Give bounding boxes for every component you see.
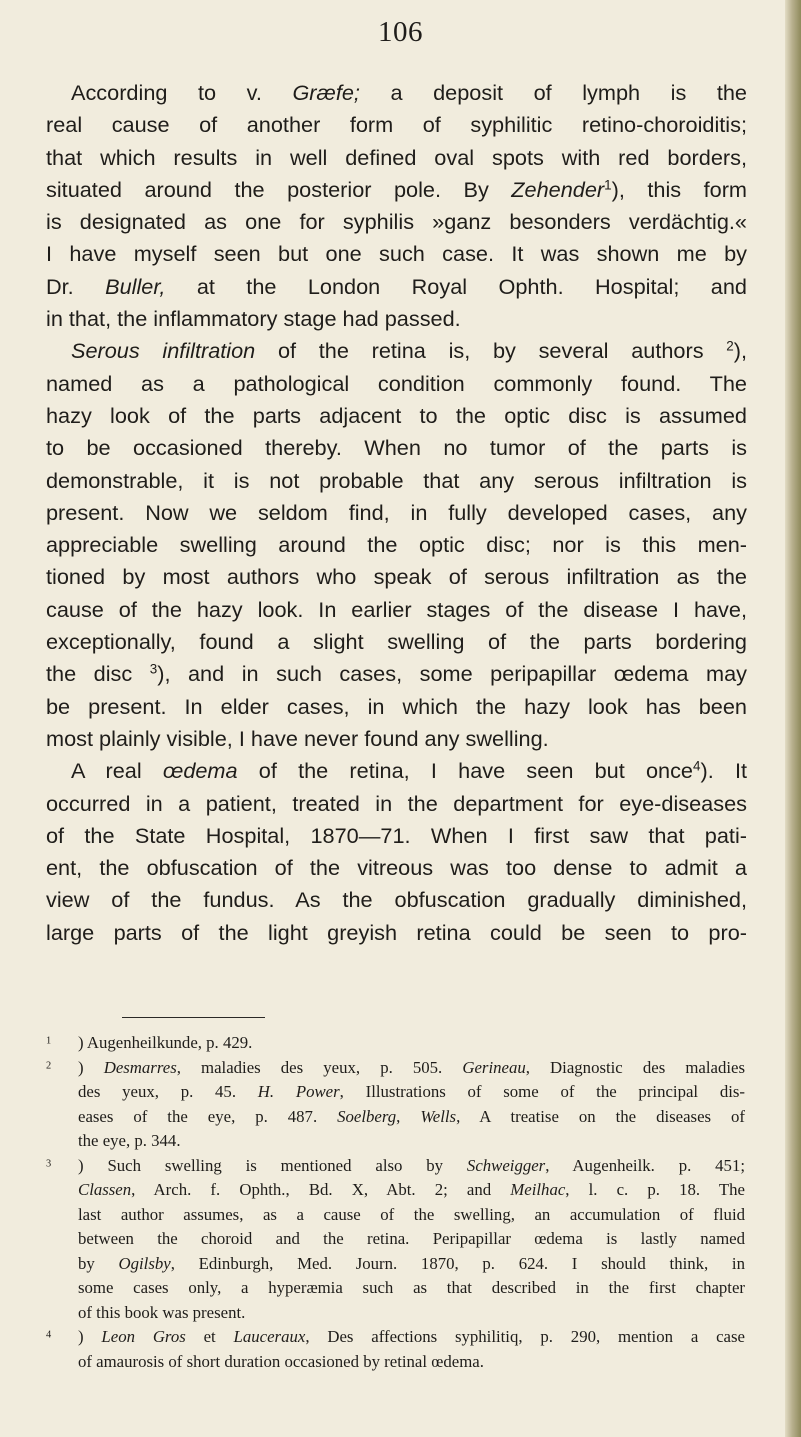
text-line: present. Now we seldom find, in fully developed cases, any <box>46 499 747 525</box>
text-line: that which results in well defined oval spots with red borders, <box>46 144 747 170</box>
footnote-2-cont: des yeux, p. 45. H. Power, Illustrations of some of the principal dis- <box>78 1082 745 1101</box>
footnote-ref: 3 <box>149 661 158 677</box>
text-line: named as a pathological condition commonly found. The <box>46 370 747 396</box>
text-line: hazy look of the parts adjacent to the optic disc is assumed <box>46 402 747 428</box>
text-line: Dr. Buller, at the London Royal Ophth. Hospital; and <box>46 273 747 299</box>
text-line: large parts of the light greyish retina could be seen to pro- <box>46 919 747 945</box>
text-line: real cause of another form of syphilitic retino-choroiditis; <box>46 112 747 138</box>
text-line: occurred in a patient, treated in the department for eye-diseases <box>46 790 747 816</box>
text-line: is designated as one for syphilis »ganz besonders verdächtig.« <box>46 209 747 235</box>
footnote-2-cont: eases of the eye, p. 487. Soelberg, Wells, A treatise on the diseases of <box>78 1106 746 1126</box>
footnote-3-cont: last author assumes, as a cause of the swelling, an accumulation of fluid <box>78 1204 745 1224</box>
footnote-divider <box>122 1017 265 1018</box>
footnote-3-cont: by Ogilsby, Edinburgh, Med. Journ. 1870, p. 624. I should think, in <box>78 1253 745 1273</box>
footnote-3: $^3$ ) Such swelling is mentioned also by Schweigger, Augenheilk. p. 451; <box>46 1155 745 1175</box>
text-line: most plainly visible, I have never found any swelling. <box>46 725 549 751</box>
text-line: to be occasioned thereby. When no tumor of the parts is <box>46 435 747 461</box>
text-line: I have myself seen but one such case. It was shown me by <box>46 241 747 267</box>
text-line: tioned by most authors who speak of serous infiltration as the <box>46 564 747 590</box>
footnote-4-cont: of amaurosis of short duration occasioned by retinal œdema. <box>78 1351 484 1371</box>
text-line: the disc $^3$), and in such cases, some peripapillar œdema may <box>46 661 747 687</box>
footnote-1: $^1$ ) Augenheilkunde, p. 429. <box>46 1033 253 1052</box>
text-line: According to v. Græfe; a deposit of lymph is the <box>71 80 747 105</box>
footnote-3-cont: between the choroid and the retina. Peripapillar œdema is lastly named <box>78 1229 745 1248</box>
text-line: exceptionally, found a slight swelling of the parts bordering <box>46 629 747 655</box>
footnote-4: $^4$ ) Leon Gros et Lauceraux, Des affections syphilitiq, p. 290, mention a case <box>46 1327 745 1346</box>
text-line: ent, the obfuscation of the vitreous was too dense to admit a <box>46 855 747 881</box>
footnote-3-cont: Classen, Arch. f. Ophth., Bd. X, Abt. 2; and Meilhac, l. c. p. 18. The <box>78 1180 745 1199</box>
footnote-3-cont: some cases only, a hyperæmia such as that described in the first chapter <box>78 1278 745 1297</box>
footnote-ref: 4 <box>693 758 701 774</box>
text-line: Serous infiltration of the retina is, by several authors $^2$), <box>71 338 747 364</box>
text-line: situated around the posterior pole. By Zehender$^1$), this form <box>46 176 747 202</box>
page-number: 106 <box>378 16 423 48</box>
footnote-ref: 1 <box>604 177 612 193</box>
page-edge-shadow <box>785 0 801 1437</box>
text-line: cause of the hazy look. In earlier stages of the disease I have, <box>46 596 747 622</box>
footnote-2: $^2$ ) Desmarres, maladies des yeux, p. 505. Gerineau, Diagnostic des maladies <box>46 1057 745 1077</box>
text-line: view of the fundus. As the obfuscation gradually diminished, <box>46 887 747 913</box>
body-text <box>46 77 747 949</box>
footnote-ref: 2 <box>726 338 734 354</box>
footnote-2-cont: the eye, p. 344. <box>78 1131 181 1150</box>
text-line: demonstrable, it is not probable that any serous infiltration is <box>46 467 747 493</box>
text-line: A real œdema of the retina, I have seen but once$^4$). It <box>71 758 747 784</box>
text-line: appreciable swelling around the optic disc; nor is this men- <box>46 532 747 558</box>
footnotes <box>46 1031 745 1374</box>
text-line: in that, the inflammatory stage had passed. <box>46 306 461 332</box>
text-line: of the State Hospital, 1870—71. When I first saw that pati- <box>46 822 747 848</box>
text-line: be present. In elder cases, in which the hazy look has been <box>46 693 747 719</box>
footnote-3-cont: of this book was present. <box>78 1302 246 1322</box>
